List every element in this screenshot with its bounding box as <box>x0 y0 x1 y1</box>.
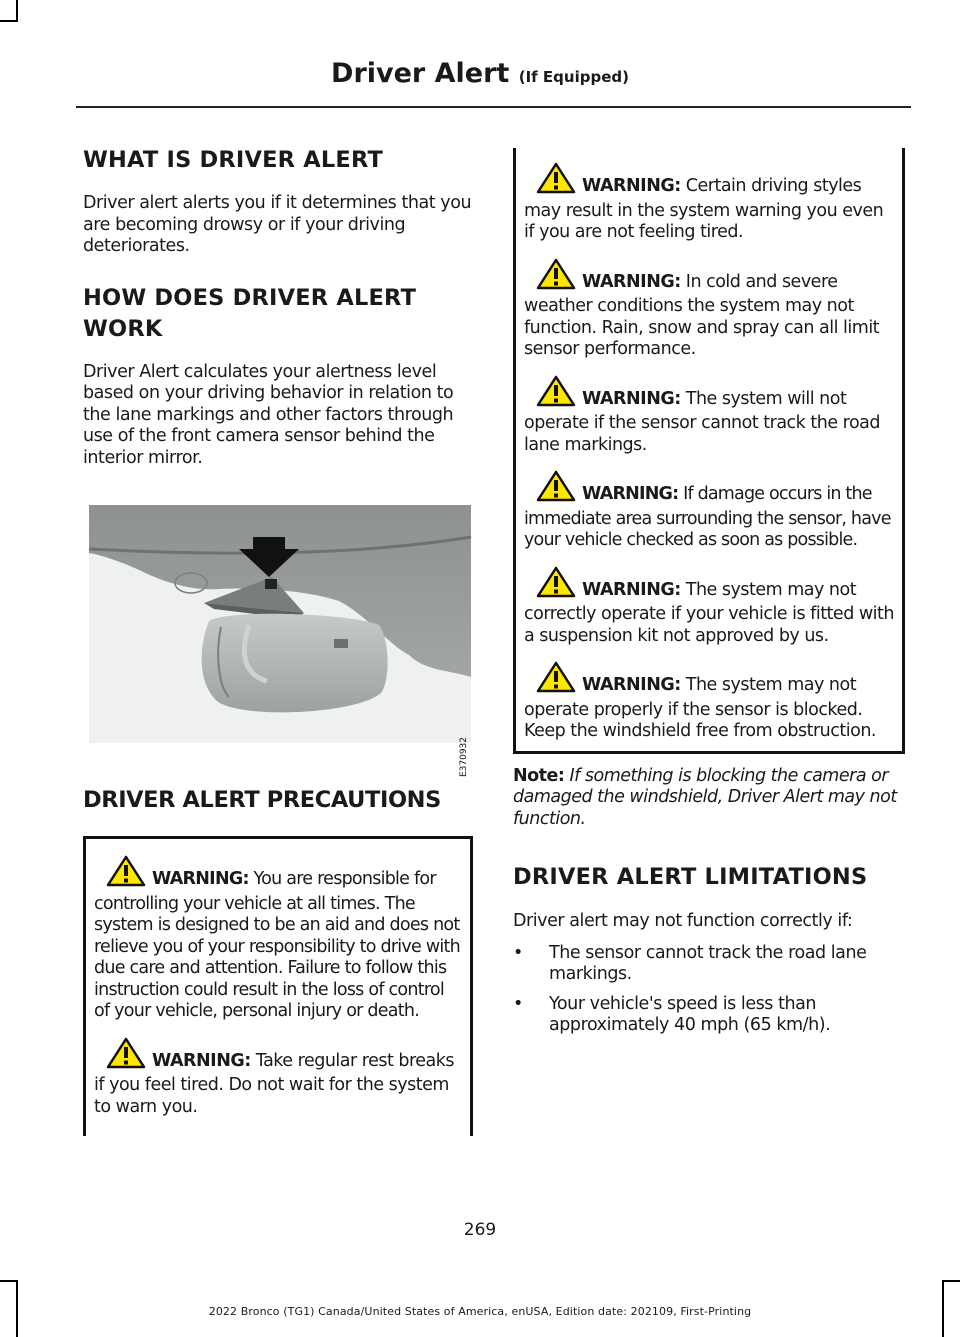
warning-text: The system may not correctly operate if your vehicle is fitted with a suspension kit not approved by us. <box>524 579 894 646</box>
heading-limitations: DRIVER ALERT LIMITATIONS <box>513 864 868 890</box>
left-column <box>83 145 475 1136</box>
heading-what-is: WHAT IS DRIVER ALERT <box>83 147 384 173</box>
warning-label: WARNING: <box>582 484 679 504</box>
crop-mark <box>16 0 18 22</box>
crop-mark <box>0 20 18 22</box>
warning-label: WARNING: <box>582 271 681 292</box>
limitations-list <box>513 943 905 1037</box>
note-text: If something is blocking the camera or damaged the windshield, Driver Alert may not function. <box>513 765 897 829</box>
heading-how-does-line2: WORK <box>83 315 163 342</box>
camera-sensor-illustration <box>89 505 471 778</box>
illustration-code: E370932 <box>459 737 469 778</box>
sensor-illustration <box>89 505 471 778</box>
warning-label: WARNING: <box>582 388 681 409</box>
note <box>513 766 905 831</box>
warning-text: Certain driving styles may result in the system warning you even if you are not feeling tired. <box>524 176 884 242</box>
paragraph-how-does: Driver Alert calculates your alertness level based on your driving behavior in relation to the lane markings and other factors through use of the front camera sensor behind the interior mirror. <box>83 361 454 468</box>
warning-text: The system will not operate if the sensor cannot track the road lane markings. <box>524 388 881 455</box>
warning-label: WARNING: <box>582 176 681 196</box>
warning-label: WARNING: <box>152 869 249 889</box>
warning-triangle-icon <box>536 162 576 201</box>
warning-triangle-icon <box>106 855 146 894</box>
note-label: Note: <box>513 765 565 786</box>
crop-mark <box>0 1280 18 1282</box>
warning-item <box>524 470 894 552</box>
list-item: • The sensor cannot track the road lane markings. <box>513 942 867 984</box>
list-item: • Your vehicle's speed is less than approximately 40 mph (65 km/h). <box>513 993 831 1035</box>
warning-item <box>94 1037 462 1119</box>
page-title-subtitle: (If Equipped) <box>518 68 629 86</box>
warning-item <box>524 375 894 457</box>
warning-triangle-icon <box>106 1037 146 1076</box>
warning-item <box>524 566 894 648</box>
warning-triangle-icon <box>536 258 576 297</box>
paragraph-limitations: Driver alert may not function correctly if: <box>513 911 853 931</box>
warning-text: You are responsible for controlling your vehicle at all times. The system is designed to be an aid and does not relieve you of your responsibility to drive with due care and attention. Failure to follow this instruction could result in the loss of control of your vehicle, personal injury or death. <box>94 869 460 1021</box>
page-number: 269 <box>463 1220 497 1240</box>
precautions-warning-box <box>83 836 473 1136</box>
right-column <box>513 148 905 1045</box>
warning-item <box>524 162 894 244</box>
warning-triangle-icon <box>536 566 576 605</box>
warning-triangle-icon <box>536 661 576 700</box>
warning-triangle-icon <box>536 375 576 414</box>
crop-mark <box>942 1280 960 1282</box>
list-item-text: The sensor cannot track the road lane markings. <box>549 942 867 984</box>
warning-item <box>524 258 894 361</box>
warning-text: If damage occurs in the immediate area surrounding the sensor, have your vehicle checked as soon as possible. <box>524 484 891 550</box>
warning-text: In cold and severe weather conditions the system may not function. Rain, snow and spray can all limit sensor performance. <box>524 271 880 359</box>
warning-label: WARNING: <box>582 579 681 600</box>
warning-label: WARNING: <box>152 1050 251 1071</box>
heading-how-does-line1: HOW DOES DRIVER ALERT <box>83 284 417 311</box>
warning-item <box>94 855 462 1023</box>
page-title-main: Driver Alert <box>331 58 510 89</box>
footer-edition-info: 2022 Bronco (TG1) Canada/United States of America, enUSA, Edition date: 202109, First-Printing <box>208 1305 752 1318</box>
warning-text: Take regular rest breaks if you feel tired. Do not wait for the system to warn you. <box>94 1050 455 1117</box>
warning-text: The system may not operate properly if the sensor is blocked. Keep the windshield free from obstruction. <box>524 675 876 741</box>
heading-precautions: DRIVER ALERT PRECAUTIONS <box>83 787 441 813</box>
warning-item <box>524 661 894 743</box>
general-warning-box <box>513 148 905 754</box>
warning-triangle-icon <box>536 470 576 509</box>
warning-label: WARNING: <box>582 675 681 695</box>
list-item-text: Your vehicle's speed is less than approximately 40 mph (65 km/h). <box>549 993 831 1035</box>
header-divider <box>76 106 911 108</box>
page-title <box>0 58 960 89</box>
paragraph-what-is: Driver alert alerts you if it determines that you are becoming drowsy or if your driving deteriorates. <box>83 193 472 256</box>
